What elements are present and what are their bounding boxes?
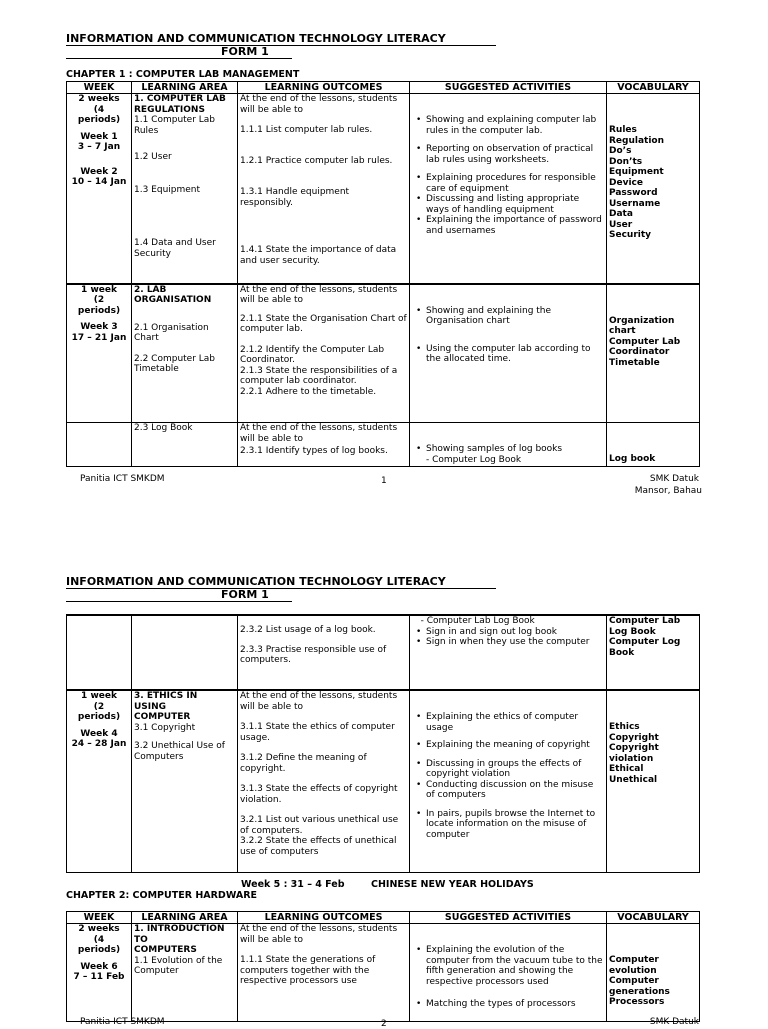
form-label: FORM 1: [221, 45, 269, 58]
holiday-week: Week 5 : 31 – 4 Feb: [241, 879, 345, 890]
learning-area-cell: [132, 94, 238, 284]
activity-item: • Explaining the evolution of the computer from the vacuum tube to the fifth generation and showing the respective processors used: [412, 945, 604, 987]
learning-area-item: 2.2 Computer Lab Timetable: [134, 353, 216, 374]
learning-area-item: 3.2 Unethical Use of Computers: [134, 741, 225, 762]
learning-area-item: 1.4 Data and User Security: [134, 238, 216, 259]
vocabulary-list: Log book: [609, 454, 656, 464]
page-number: 1: [381, 476, 387, 486]
vocabulary-cell: [607, 690, 700, 872]
learning-area-item: 2.3 Log Book: [134, 423, 193, 433]
document-title: INFORMATION AND COMMUNICATION TECHNOLOGY LITERACY: [66, 32, 446, 45]
activity-item: • In pairs, pupils browse the Internet to locate information on the misuse of computer: [412, 809, 604, 841]
learning-outcomes-cell: [238, 615, 410, 690]
outcome-item: 2.3.1 Identify types of log books.: [240, 446, 388, 456]
activities-cell: [410, 690, 607, 872]
learning-area-item: 3.1 Copyright: [134, 722, 196, 733]
outcome-intro: At the end of the lessons, students will be able to: [240, 284, 398, 305]
outcome-item: 3.1.1 State the ethics of computer usage.: [240, 722, 395, 743]
outcome-item: 1.1.1 List computer lab rules.: [240, 125, 373, 135]
table-row: [67, 284, 700, 423]
vocabulary-list: Computer Lab Log Book Computer Log Book: [609, 616, 681, 658]
activity-item: • Discussing and listing appropriate ways of handling equipment: [412, 194, 604, 215]
activities-cell: [410, 423, 607, 467]
week-duration: 1 week (2 periods): [77, 284, 121, 316]
outcome-item: 2.1.1 State the Organisation Chart of computer lab.: [240, 313, 407, 334]
activity-item: • Sign in when they use the computer: [412, 637, 604, 648]
learning-outcomes-cell: [238, 690, 410, 872]
form-label: FORM 1: [221, 588, 269, 601]
outcome-intro: At the end of the lessons, students will be able to: [240, 94, 398, 115]
footer-right: SMK Datuk: [649, 474, 699, 484]
vocabulary-cell: [607, 284, 700, 423]
week-duration: 2 weeks (4 periods): [77, 94, 121, 125]
header-learning-area: LEARNING AREA: [132, 82, 238, 94]
outcome-item: 1.1.1 State the generations of computers together with the respective processors use: [240, 955, 376, 986]
activity-item: • Explaining the ethics of computer usage: [412, 712, 604, 733]
outcome-item: 3.1.3 State the effects of copyright violation.: [240, 784, 398, 805]
vocabulary-list: Rules Regulation Do’s Don’ts Equipment Device Password Username Data User Security: [609, 125, 665, 240]
learning-outcomes-cell: [238, 423, 410, 467]
week-cell: [67, 94, 132, 284]
holiday-label: CHINESE NEW YEAR HOLIDAYS: [371, 879, 534, 890]
footer-right-2: Mansor, Bahau: [634, 486, 702, 496]
learning-area-cell: [132, 423, 238, 467]
activities-cell: [410, 924, 607, 1022]
activity-continuation: - Computer Lab Log Book: [412, 616, 535, 626]
vocabulary-cell: [607, 423, 700, 467]
outcome-item: 3.2.1 List out various unethical use of computers. 3.2.2 State the effects of unethical use of computers: [240, 815, 399, 857]
outcome-item: 1.4.1 State the importance of data and user security.: [240, 245, 397, 266]
activities-cell: [410, 94, 607, 284]
vocabulary-list: Computer evolution Computer generations Processors: [609, 955, 670, 1007]
header-learning-area: LEARNING AREA: [132, 912, 238, 924]
form-underline: [66, 601, 292, 602]
learning-area-item: 1.1 Evolution of the Computer: [134, 955, 223, 976]
outcome-item: 2.1.2 Identify the Computer Lab Coordinator. 2.1.3 State the responsibilities of a computer lab coordinator. 2.2.1 Adhere to the timetable.: [240, 344, 398, 397]
document-title: INFORMATION AND COMMUNICATION TECHNOLOGY LITERACY: [66, 575, 446, 588]
chapter-2-title: CHAPTER 2: COMPUTER HARDWARE: [66, 890, 258, 901]
vocabulary-cell: [607, 94, 700, 284]
footer-right: SMK Datuk: [649, 1017, 699, 1027]
week-cell: [67, 615, 132, 690]
table-row: [67, 924, 700, 1022]
week-label: Week 3 17 – 21 Jan: [71, 322, 127, 343]
week-label: Week 4 24 – 28 Jan: [71, 728, 127, 749]
header-week: WEEK: [67, 82, 132, 94]
table-row: [67, 615, 700, 690]
activity-item: • Using the computer lab according to the allocated time.: [412, 344, 604, 365]
week-cell: [67, 284, 132, 423]
outcome-item: 3.1.2 Define the meaning of copyright.: [240, 753, 367, 774]
activities-cell: [410, 284, 607, 423]
activities-cell: [410, 615, 607, 690]
activity-item: • Matching the types of processors: [412, 999, 604, 1010]
learning-area-item: 1.1 Computer Lab Rules: [134, 115, 216, 136]
title-underline: [66, 45, 496, 46]
learning-area-title: 1. COMPUTER LAB REGULATIONS: [134, 94, 226, 115]
week-label: Week 6 7 – 11 Feb: [73, 961, 125, 982]
learning-area-cell: [132, 924, 238, 1022]
learning-area-item: 1.3 Equipment: [134, 184, 201, 195]
vocabulary-list: Organization chart Computer Lab Coordinator Timetable: [609, 315, 681, 368]
learning-outcomes-cell: [238, 94, 410, 284]
footer-left: Panitia ICT SMKDM: [80, 1017, 165, 1027]
learning-area-title: 3. ETHICS IN USING COMPUTER: [134, 691, 198, 722]
learning-area-title: 1. INTRODUCTION TO COMPUTERS: [134, 924, 225, 955]
outcome-item: 1.2.1 Practice computer lab rules.: [240, 155, 393, 166]
header-vocabulary: VOCABULARY: [607, 912, 700, 924]
vocabulary-list: Ethics Copyright Copyright violation Ethical Unethical: [609, 722, 659, 785]
learning-area-title: 2. LAB ORGANISATION: [134, 284, 212, 305]
week-cell: [67, 690, 132, 872]
footer-left: Panitia ICT SMKDM: [80, 474, 165, 484]
learning-area-item: 2.1 Organisation Chart: [134, 322, 209, 343]
activity-item: • Showing and explaining computer lab rules in the computer lab.: [412, 115, 604, 136]
lesson-plan-table-page1: [66, 81, 700, 467]
page-number: 2: [381, 1019, 387, 1029]
header-week: WEEK: [67, 912, 132, 924]
activity-item: • Showing and explaining the Organisation chart: [412, 306, 604, 327]
week-duration: 1 week (2 periods): [77, 691, 121, 722]
header-vocabulary: VOCABULARY: [607, 82, 700, 94]
week-cell: [67, 423, 132, 467]
activity-item: • Explaining procedures for responsible care of equipment: [412, 173, 604, 194]
week-cell: [67, 924, 132, 1022]
header-suggested-activities: SUGGESTED ACTIVITIES: [410, 82, 607, 94]
form-underline: [66, 58, 292, 59]
vocabulary-cell: [607, 924, 700, 1022]
learning-outcomes-cell: [238, 924, 410, 1022]
learning-outcomes-cell: [238, 284, 410, 423]
activity-item: • Explaining the importance of password and usernames: [412, 215, 604, 236]
week-label: Week 2 10 – 14 Jan: [71, 166, 127, 187]
learning-area-cell: [132, 284, 238, 423]
learning-area-cell: [132, 690, 238, 872]
chapter-1-title: CHAPTER 1 : COMPUTER LAB MANAGEMENT: [66, 69, 300, 80]
learning-area-item: 1.2 User: [134, 152, 172, 162]
lesson-plan-table-page2: [66, 614, 700, 873]
outcome-intro: At the end of the lessons, students will be able to: [240, 423, 398, 444]
table-row: [67, 94, 700, 284]
week-duration: 2 weeks (4 periods): [77, 924, 121, 955]
activity-item: • Conducting discussion on the misuse of computers: [412, 780, 604, 801]
activity-item: • Sign in and sign out log book: [412, 627, 604, 638]
outcome-item: 2.3.2 List usage of a log book.: [240, 625, 376, 635]
header-learning-outcomes: LEARNING OUTCOMES: [238, 912, 410, 924]
title-underline: [66, 588, 496, 589]
table-row: [67, 423, 700, 467]
lesson-plan-table-page2b: [66, 911, 700, 1022]
activity-item: • Explaining the meaning of copyright: [412, 740, 604, 751]
outcome-item: 1.3.1 Handle equipment responsibly.: [240, 187, 350, 208]
week-label: Week 1 3 – 7 Jan: [77, 131, 121, 152]
outcome-intro: At the end of the lessons, students will be able to: [240, 691, 398, 712]
outcome-item: 2.3.3 Practise responsible use of computers.: [240, 644, 387, 665]
table-row: [67, 690, 700, 872]
activity-item: • Reporting on observation of practical lab rules using worksheets.: [412, 144, 604, 165]
header-suggested-activities: SUGGESTED ACTIVITIES: [410, 912, 607, 924]
vocabulary-cell: [607, 615, 700, 690]
outcome-intro: At the end of the lessons, students will be able to: [240, 924, 398, 945]
activity-item: • Showing samples of log books - Computer Log Book: [412, 444, 604, 465]
activity-item: • Discussing in groups the effects of copyright violation: [412, 759, 604, 780]
learning-area-cell: [132, 615, 238, 690]
header-learning-outcomes: LEARNING OUTCOMES: [238, 82, 410, 94]
